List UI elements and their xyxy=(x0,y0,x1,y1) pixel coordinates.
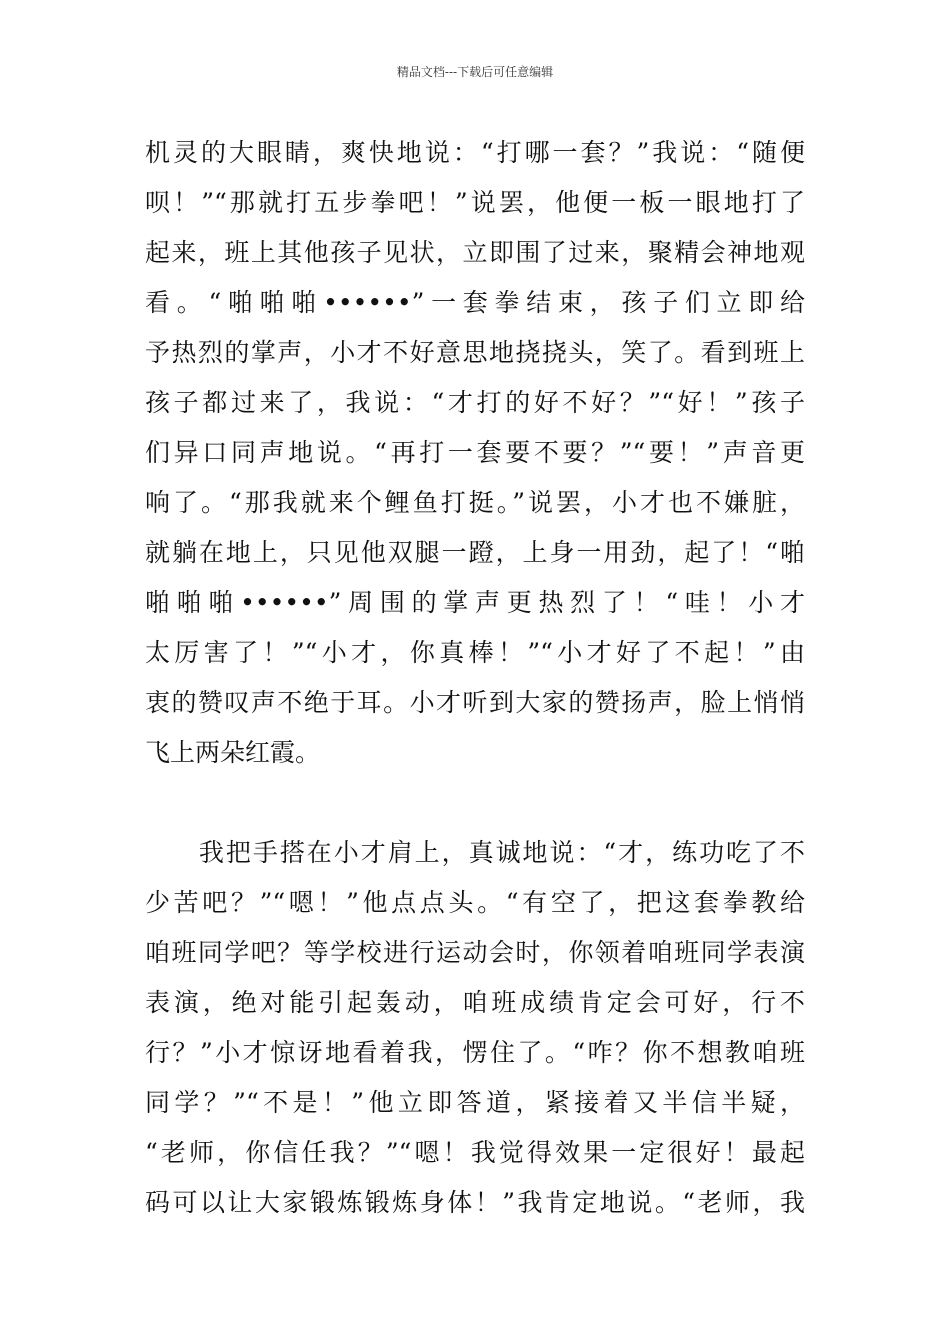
text-line: 响了。“那我就来个鲤鱼打挺。”说罢，小才也不嫌脏， xyxy=(145,488,805,517)
text-line: 呗！”“那就打五步拳吧！”说罢，他便一板一眼地打了 xyxy=(145,188,805,217)
text-line: 飞上两朵红霞。 xyxy=(145,738,321,767)
text-line: 就躺在地上，只见他双腿一蹬，上身一用劲，起了！“啪 xyxy=(145,538,805,567)
text-line: 同学？”“不是！”他立即答道，紧接着又半信半疑， xyxy=(145,1088,805,1117)
text-line: 们异口同声地说。“再打一套要不要？”“要！”声音更 xyxy=(145,438,805,467)
text-line: 啪啪啪••••••”周围的掌声更热烈了！“哇！小才 xyxy=(145,588,805,617)
text-line: 我把手搭在小才肩上，真诚地说：“才，练功吃了不 xyxy=(145,838,805,867)
text-line: 太厉害了！”“小才，你真棒！”“小才好了不起！”由 xyxy=(145,638,805,667)
paragraph-gap xyxy=(145,778,805,828)
paragraph xyxy=(145,828,805,1228)
text-line: “老师，你信任我？”“嗯！我觉得效果一定很好！最起 xyxy=(145,1138,805,1167)
text-line: 起来，班上其他孩子见状，立即围了过来，聚精会神地观 xyxy=(145,238,805,267)
document-body xyxy=(145,128,805,1228)
page-header: 精品文档---下载后可任意编辑 xyxy=(396,65,554,79)
text-line: 衷的赞叹声不绝于耳。小才听到大家的赞扬声，脸上悄悄 xyxy=(145,688,805,717)
text-line: 孩子都过来了，我说：“才打的好不好？”“好！”孩子 xyxy=(145,388,805,417)
text-line: 看。“啪啪啪••••••”一套拳结束，孩子们立即给 xyxy=(145,288,805,317)
text-line: 予热烈的掌声，小才不好意思地挠挠头，笑了。看到班上 xyxy=(145,338,805,367)
text-line: 少苦吧？”“嗯！”他点点头。“有空了，把这套拳教给 xyxy=(145,888,805,917)
text-line: 表演，绝对能引起轰动，咱班成绩肯定会可好，行不 xyxy=(145,988,805,1017)
paragraph xyxy=(145,128,805,778)
text-line: 码可以让大家锻炼锻炼身体！”我肯定地说。“老师，我 xyxy=(145,1188,805,1217)
text-line: 行？”小才惊讶地看着我，愣住了。“咋？你不想教咱班 xyxy=(145,1038,805,1067)
text-line: 咱班同学吧？等学校进行运动会时，你领着咱班同学表演 xyxy=(145,938,805,967)
text-line: 机灵的大眼睛，爽快地说：“打哪一套？”我说：“随便 xyxy=(145,138,805,167)
